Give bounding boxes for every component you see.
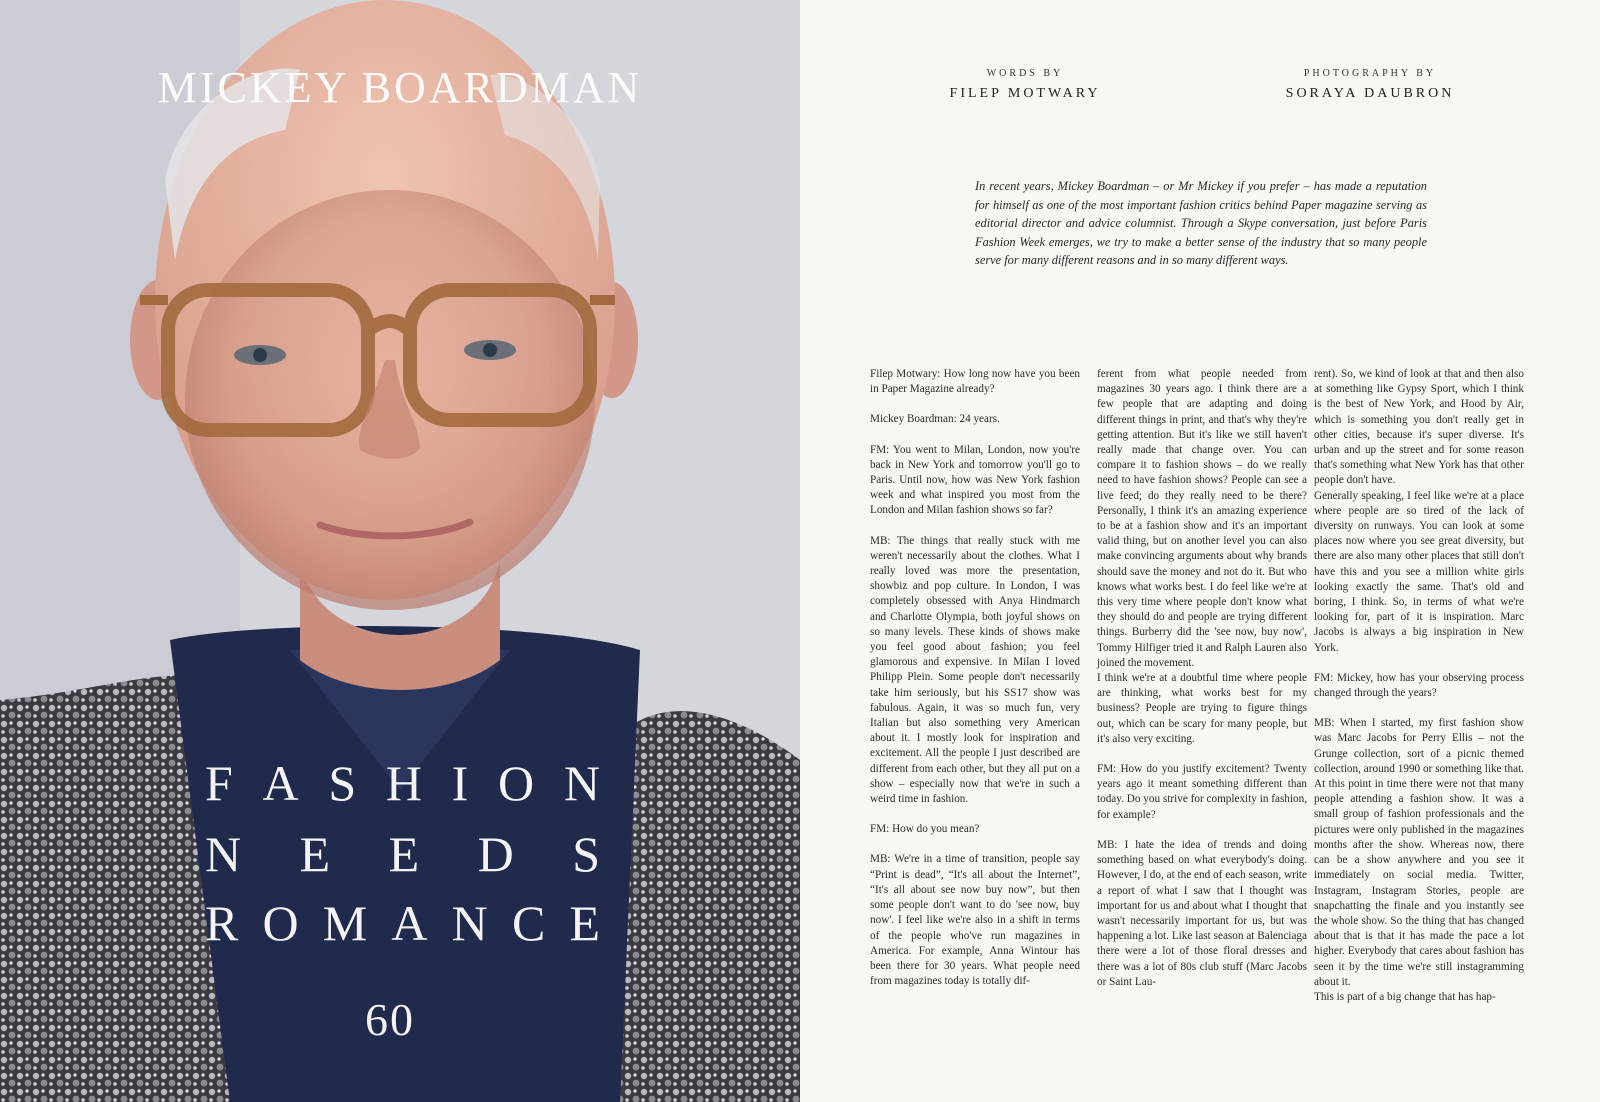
paragraph: MB: I hate the idea of trends and doing something based on what everybody's doing. However, I do, at the end of each season, write a report of what I saw that I thought was important for us and about what I thought that wasn't necessarily important for us, but was happening a lot. Like last season at Balenciaga there were a lot of those floral dresses and there was a lot of 80s club stuff (Marc Jacobs or Saint Lau- (1097, 838, 1307, 988)
headline-line-1 (205, 755, 600, 811)
writer-name: FILEP MOTWARY (949, 86, 1101, 101)
paragraph: FM: Mickey, how has your observing process changed through the years? (1314, 671, 1524, 700)
paragraph: ferent from what people needed from magazines 30 years ago. I think there are a few people that are adapting and doing different things in print, and that's why they're getting attention. But it's like we still haven't really made that change over. You can compare it to fashion shows – do we really need to have fashion shows? People can see a live feed; do they really need to be there? Personally, I think it's an amazing experience to be at a fashion show and it's an important valid thing, but on another level you can also make convincing arguments about why brands should save the money and not do it. But who knows what works best. I do feel like we're at this very time where people don't know what they should do and people are trying different things. Burberry did the 'see now, buy now', Tommy Hilfiger tried it and Ralph Lauren also joined the movement. (1097, 368, 1307, 669)
photographer-name: SORAYA DAUBRON (1285, 86, 1455, 101)
paragraph: MB: The things that really stuck with me weren't necessarily about the clothes. What I really loved was more the presentation, showbiz and pop culture. In London, I was completely obsessed with Anya Hindmarch and Charlotte Olympia, both joyful shows on so many levels. These kinds of shows make you feel good about fashion; you feel glamorous and expensive. In Milan I loved Philipp Plein. Some people don't necessarily take him seriously, but his SS17 show was fabulous. Again, it was so much fun, very Italian but also something very American about it. I mostly look for inspiration and excitement. All the people I just described are different from each other, but they all put on a show – especially now that we're in such a weird time in fashion. (870, 534, 1080, 806)
headline-letter: N (563, 755, 600, 811)
paragraph: Filep Motwary: How long now have you been in Paper Magazine already? (870, 368, 1080, 396)
article-page (800, 0, 1600, 1102)
headline-letter: O (498, 755, 535, 811)
paragraph: This is part of a big change that has hap- (1314, 990, 1496, 1003)
paragraph: Mickey Boardman: 24 years. (870, 413, 1000, 426)
paragraph: FM: How do you mean? (870, 823, 980, 836)
headline-letter: A (262, 755, 299, 811)
headline-letter: F (205, 755, 233, 811)
headline-letter: N (205, 826, 242, 882)
words-credit (940, 68, 1110, 102)
paragraph: I think we're at a doubtful time where people are thinking, what works best for my business? People are trying to figure things out, which can be scary for many people, but it's also very exciting. (1097, 672, 1307, 745)
headline-line-2 (205, 826, 600, 882)
paragraph: MB: When I started, my first fashion show was Marc Jacobs for Perry Ellis – not the Grunge collection, sort of a picnic themed collection, around 1990 or something like that. At this point in time there were not that many people attending a fashion show. It was a small group of fashion professionals and the pictures were only published in the magazines months after the show. Whereas now, there can be a show anywhere and you see it immediately on social media. Twitter, Instagram, Instagram Stories, people are snapchatting the finale and you instantly see the whole show. So the thing that has changed about that is that it has made the pace a lot higher. Everybody that cares about fashion has seen it by the time we're still instagramming about it. (1314, 717, 1524, 988)
article-column-2 (1097, 367, 1307, 1005)
headline-letter: E (388, 826, 420, 882)
headline-letter: D (477, 826, 514, 882)
headline-letter: H (385, 755, 422, 811)
headline-letter: S (572, 826, 600, 882)
paragraph: FM: How do you justify excitement? Twenty years ago it meant something different than today. Do you strive for complexity in fashion, for example? (1097, 763, 1307, 821)
headline-letter: E (569, 895, 600, 951)
headline-letter: I (451, 755, 469, 811)
page-number: 60 (365, 994, 415, 1045)
paragraph: Generally speaking, I feel like we're at a place where people are so tired of the lack of diversity on runways. You can look at some places now where you see great diversity, but there are also many other places that still don't have this and you see a million white girls looking exactly the same. That's old and boring, I think. So, in terms of what we're looking for, part of it is inspiration. Marc Jacobs is always a big inspiration in New York. (1314, 489, 1524, 654)
photography-label: PHOTOGRAPHY BY (1303, 68, 1437, 79)
article-column-3 (1314, 367, 1524, 1020)
headline-letter: N (451, 895, 488, 951)
cover-name: MICKEY BOARDMAN (157, 63, 643, 112)
headline-letter: S (328, 755, 357, 811)
headline-letter: A (391, 895, 428, 951)
headline-letter: O (262, 895, 299, 951)
headline-letter: M (322, 895, 368, 951)
headline-line-3 (205, 895, 600, 951)
intro-paragraph: In recent years, Mickey Boardman – or Mr Mickey if you prefer – has made a reputation for himself as one of the most important fashion critics behind Paper magazine serving as editorial director and advice columnist. Through a Skype conversation, just before Paris Fashion Week emerges, we try to make a better sense of the industry that so many people serve for many different reasons and in so many different ways. (975, 179, 1427, 267)
photography-credit (1270, 68, 1470, 102)
paragraph: FM: You went to Milan, London, now you're back in New York and tomorrow you'll go to Paris. Until now, how was New York fashion week and what inspired you most from the London and Milan fashion shows so far? (870, 443, 1080, 517)
headline-letter: C (511, 895, 546, 951)
paragraph: MB: We're in a time of transition, people say “Print is dead”, “It's all about the Internet”, “It's all about see now buy now”, but then some people don't want to do 'see now, buy now'. I feel like we're also in a shift in terms of the people who've run magazines in America. For example, Anna Wintour has been there for 30 years. What people need from magazines today is totally dif- (870, 853, 1080, 988)
headline-letter: E (299, 826, 331, 882)
paragraph: rent). So, we kind of look at that and then also at something like Gypsy Sport, which I think is the best of New York, and Hood by Air, which is something you don't really get in other cities, because it's super diverse. It's urban and up the street and for some reason that's something what New York has that other people don't have. (1314, 368, 1524, 487)
words-label: WORDS BY (986, 68, 1064, 79)
headline-letter: R (205, 895, 239, 951)
article-column-1 (870, 367, 1080, 1004)
